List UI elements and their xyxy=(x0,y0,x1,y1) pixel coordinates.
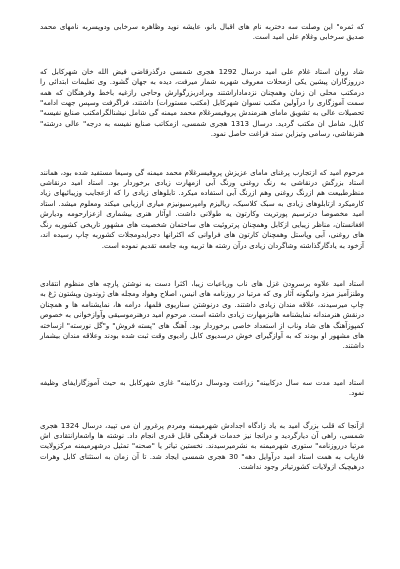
paragraph-poetry-music: استاد امید علاوه برسرودن غزل های ناب ورباعیات زیبا، اکثرا دست به نوشتن پارچه های منظوم انتقادی وطنزآمیز میزد وانیگونه آثار وی که مرتبا در روزنامه های انیس، اصلاح وهواد ومجله های ژوندون وپشتون ژغ به چاپ میرسیدند، علاقه مندان زیادی داشتند. وی درنوشتن سناریوی فلمها، درامه ها، نمایشنامه ها و همچنان درنقش هنرمندانه نمایشنامه هانیزمهارت زیادی داشته است. مرحوم امید درهنرموسیقی وآوازخوانی به خصوص کمپوزآهنگ های شاد وناب از استعداد خاصی برخوردار بود. آهنگ های "پسته فروش" و"گل نورسته" ازساخته های مشهور او بودند که به آوازگیرای خوش درسدیوی کابل رادیوی وقت ثبت شده بودند وعلاقه مندان بیشمار داشتند. xyxy=(40,278,364,351)
paragraph-maimana: ازآنجا که قلب بزرگ امید به یاد زادگاه اجدادش شهرمیمنه ومردم پرغرور ان می تپید، درسال 1324 هجری شمسی، راهی آن دیارگردید و درانجا نیز خدمات فرهنگی قابل قدری انجام داد. نوشته ها واشعارانتقادی اش مرتبا درروزنامه" ستوری شهرمیمنه به نشرمیرسیدند. نخستین تیاتر یا "صحنه" تمثیل درشهرمیمنه مرکزولایت فاریاب به همت استاد امید درآوایل دهه" 30 هجری شمسی ایجاد شد. تا آن زمان به استثنای کابل وهرات درهیچیک ازولایات کشورتیاتر وجود نداشت. xyxy=(40,420,364,472)
paragraph-painting: مرحوم امید که ازتجارب پرغنای مامای عزیزش پروفیسرغلام محمد میمنه گی وسیعا مستفید شده بود، همانند استاد بزرگش درنقاشی به رنگ روغنی ورنگ آبی ازمهارت زیادی برخوردار بود. استاد امید درنقاشی منظرطبیعت هم ازرنگ روغنی وهم ازرنگ آبی استفاده میکرد. تابلوهای زیادی را که ازعجایب وزیبائیهای زیاد کارمیکرد ازتابلوهای زیادی به سبک کلاسیک، ریالیزم وامپرسیونیزم میاری ارزیابی میکند ومعلوم میشد. استاد امید مخصوصا درترسیم پورتریت وکارتون یه طولانی داشت. اوآثار هنری بیشماری ازعزارحومه ودیارش افغانستان، مناظر زیبایی ازکابل وهمچنان پرتروئیت های ساختمان شخصیت های مشهور تاریخی کشوربه رنگ های روغنی، آبی وپاستل وهمچنان کارتون های فراوانی که اکثرانها دجرایدومجلات کشوربه چاپ رسیده اند، آزخود به یادگارگذاشته وشاگردان زیادی درآن رشته ها تربیه وبه جامعه تقدیم نموده است. xyxy=(40,167,364,250)
paragraph-teaching: استاد امید مدت سه سال درکابینه" زراعت ودوسال درکابینه" غازی شهرکابل به حیث آموزگارایفای وظیفه نمود. xyxy=(40,377,364,398)
paragraph-family: که ثمره" این وصلت سه دختربه نام های اقبال بانو، عایشه نوید وظاهره سرخابی ودوپسربه نامهای محمد صدیق سرخابی وغلام علی امید است. xyxy=(40,22,364,42)
paragraph-early-life: شاد روان استاد غلام علی امید درسال 1292 هجری شمسی درگذرقاضی فیض الله خان شهرکابل که درروزگاران پیشین یکی ازمحلات معروف شهربه شمار میرفت، دیده به جهان گشود. وی تعلیمات ابتدائی را درمکتب محلی ان زمان وهمچنان نزدماداراشتند وبرادربزرگوارش وحاجی رازغیه باخط وفرهنگان که همه سمت آموزگاری را درآولین مکتب نسوان شهرکابل (مکتب مستورات) داشتند، فراگرفت وسپس جهت ادامه" تحصیلات عالی به تشویق مامای هنرمندش پروفیسرغلام محمد میمنه گی شامل نیشنالگرامکتب صنایع نفیسه" کابل، شامل ان مکتب گردید. درسال 1313 هجری شمسی، ازمکاتب صنایع نفیسه به درجه" عالی درشته" هنرنقاشی، رسامی وتیزاین سند فراغت حاصل نمود. xyxy=(40,66,364,139)
